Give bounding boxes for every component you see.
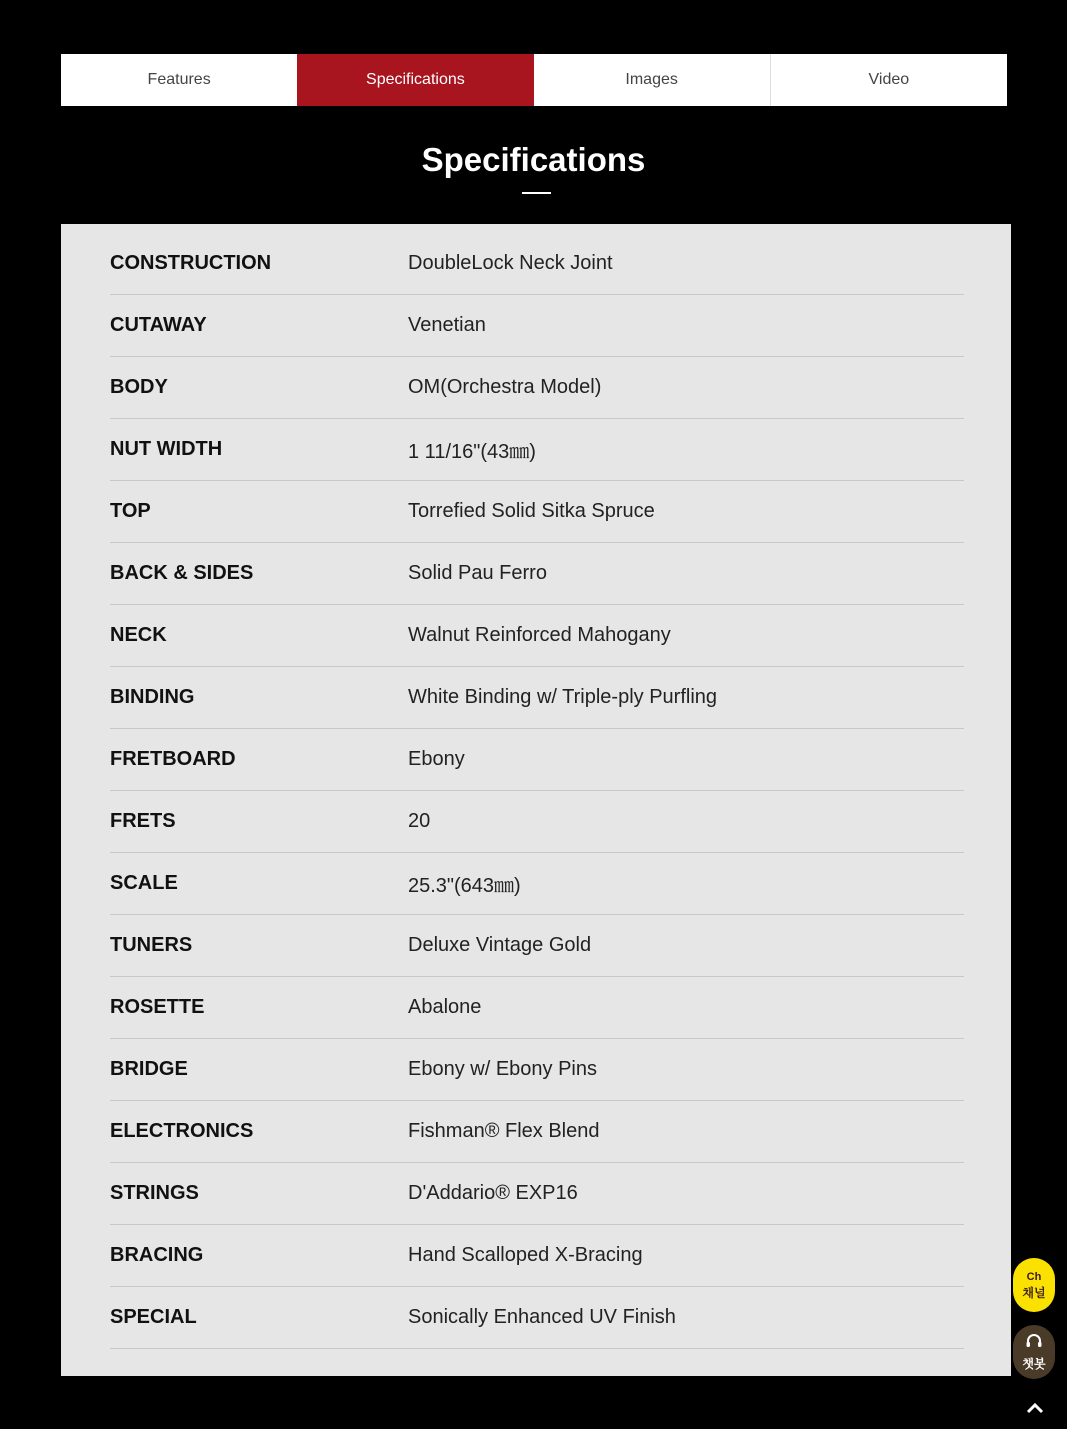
tab-bar (61, 54, 1007, 106)
tab-specifications[interactable]: Specifications (297, 54, 533, 106)
spec-row-special (110, 1287, 964, 1349)
spec-row-top (110, 481, 964, 543)
tab-video[interactable]: Video (770, 54, 1007, 106)
spec-value: White Binding w/ Triple-ply Purfling (408, 686, 718, 708)
spec-panel (61, 224, 1011, 1376)
headset-icon (1025, 1334, 1043, 1355)
spec-row-fretboard (110, 729, 964, 791)
spec-table (110, 233, 964, 1349)
spec-value: Solid Pau Ferro (408, 562, 547, 584)
spec-label: CONSTRUCTION (110, 252, 272, 274)
spec-row-bridge (110, 1039, 964, 1101)
spec-label: ELECTRONICS (110, 1120, 254, 1142)
spec-value: DoubleLock Neck Joint (408, 252, 613, 274)
spec-label: CUTAWAY (110, 314, 207, 336)
spec-label: NUT WIDTH (110, 438, 223, 460)
spec-value: Venetian (408, 314, 486, 336)
spec-value: 1 11/16"(43㎜) (408, 441, 536, 463)
spec-value: Hand Scalloped X-Bracing (408, 1244, 643, 1266)
spec-label: TUNERS (110, 934, 193, 956)
spec-row-tuners (110, 915, 964, 977)
spec-row-bracing (110, 1225, 964, 1287)
channel-button[interactable] (1013, 1258, 1055, 1312)
spec-value: Walnut Reinforced Mahogany (408, 624, 671, 646)
spec-row-cutaway (110, 295, 964, 357)
spec-label: FRETS (110, 810, 176, 832)
spec-row-electronics (110, 1101, 964, 1163)
spec-value: Torrefied Solid Sitka Spruce (408, 500, 655, 522)
spec-row-rosette (110, 977, 964, 1039)
spec-row-nut-width (110, 419, 964, 481)
spec-row-body (110, 357, 964, 419)
spec-label: BODY (110, 376, 168, 398)
spec-row-scale (110, 853, 964, 915)
spec-label: SPECIAL (110, 1306, 197, 1328)
spec-row-neck (110, 605, 964, 667)
chatbot-label: 챗봇 (1022, 1356, 1046, 1371)
spec-label: BRIDGE (110, 1058, 188, 1080)
spec-label: BACK & SIDES (110, 562, 254, 584)
chatbot-button[interactable] (1013, 1325, 1055, 1379)
tab-features[interactable]: Features (61, 54, 297, 106)
title-underline (522, 192, 551, 194)
section-title: Specifications (421, 141, 646, 178)
spec-label: BINDING (110, 686, 195, 708)
spec-label: FRETBOARD (110, 748, 236, 770)
channel-chat-icon: Ch (1026, 1271, 1042, 1283)
spec-row-back-sides (110, 543, 964, 605)
spec-value: Ebony w/ Ebony Pins (408, 1058, 597, 1080)
spec-value: 20 (408, 810, 431, 832)
spec-value: OM(Orchestra Model) (408, 376, 602, 398)
spec-label: STRINGS (110, 1182, 199, 1204)
spec-label: BRACING (110, 1244, 204, 1266)
spec-row-frets (110, 791, 964, 853)
spec-value: Deluxe Vintage Gold (408, 934, 592, 956)
spec-value: Ebony (408, 748, 465, 770)
spec-row-binding (110, 667, 964, 729)
spec-value: Abalone (408, 996, 482, 1018)
spec-label: NECK (110, 624, 167, 646)
spec-value: Sonically Enhanced UV Finish (408, 1306, 676, 1328)
spec-row-strings (110, 1163, 964, 1225)
spec-row-construction (110, 233, 964, 295)
spec-label: SCALE (110, 872, 178, 894)
scroll-to-top-button[interactable] (1021, 1398, 1049, 1422)
spec-value: Fishman® Flex Blend (408, 1120, 600, 1142)
spec-value: 25.3"(643㎜) (408, 875, 521, 897)
spec-label: TOP (110, 500, 151, 522)
chevron-up-icon (1026, 1401, 1044, 1419)
spec-label: ROSETTE (110, 996, 205, 1018)
channel-label: 채널 (1022, 1286, 1046, 1300)
spec-value: D'Addario® EXP16 (408, 1182, 578, 1204)
tab-images[interactable]: Images (534, 54, 770, 106)
